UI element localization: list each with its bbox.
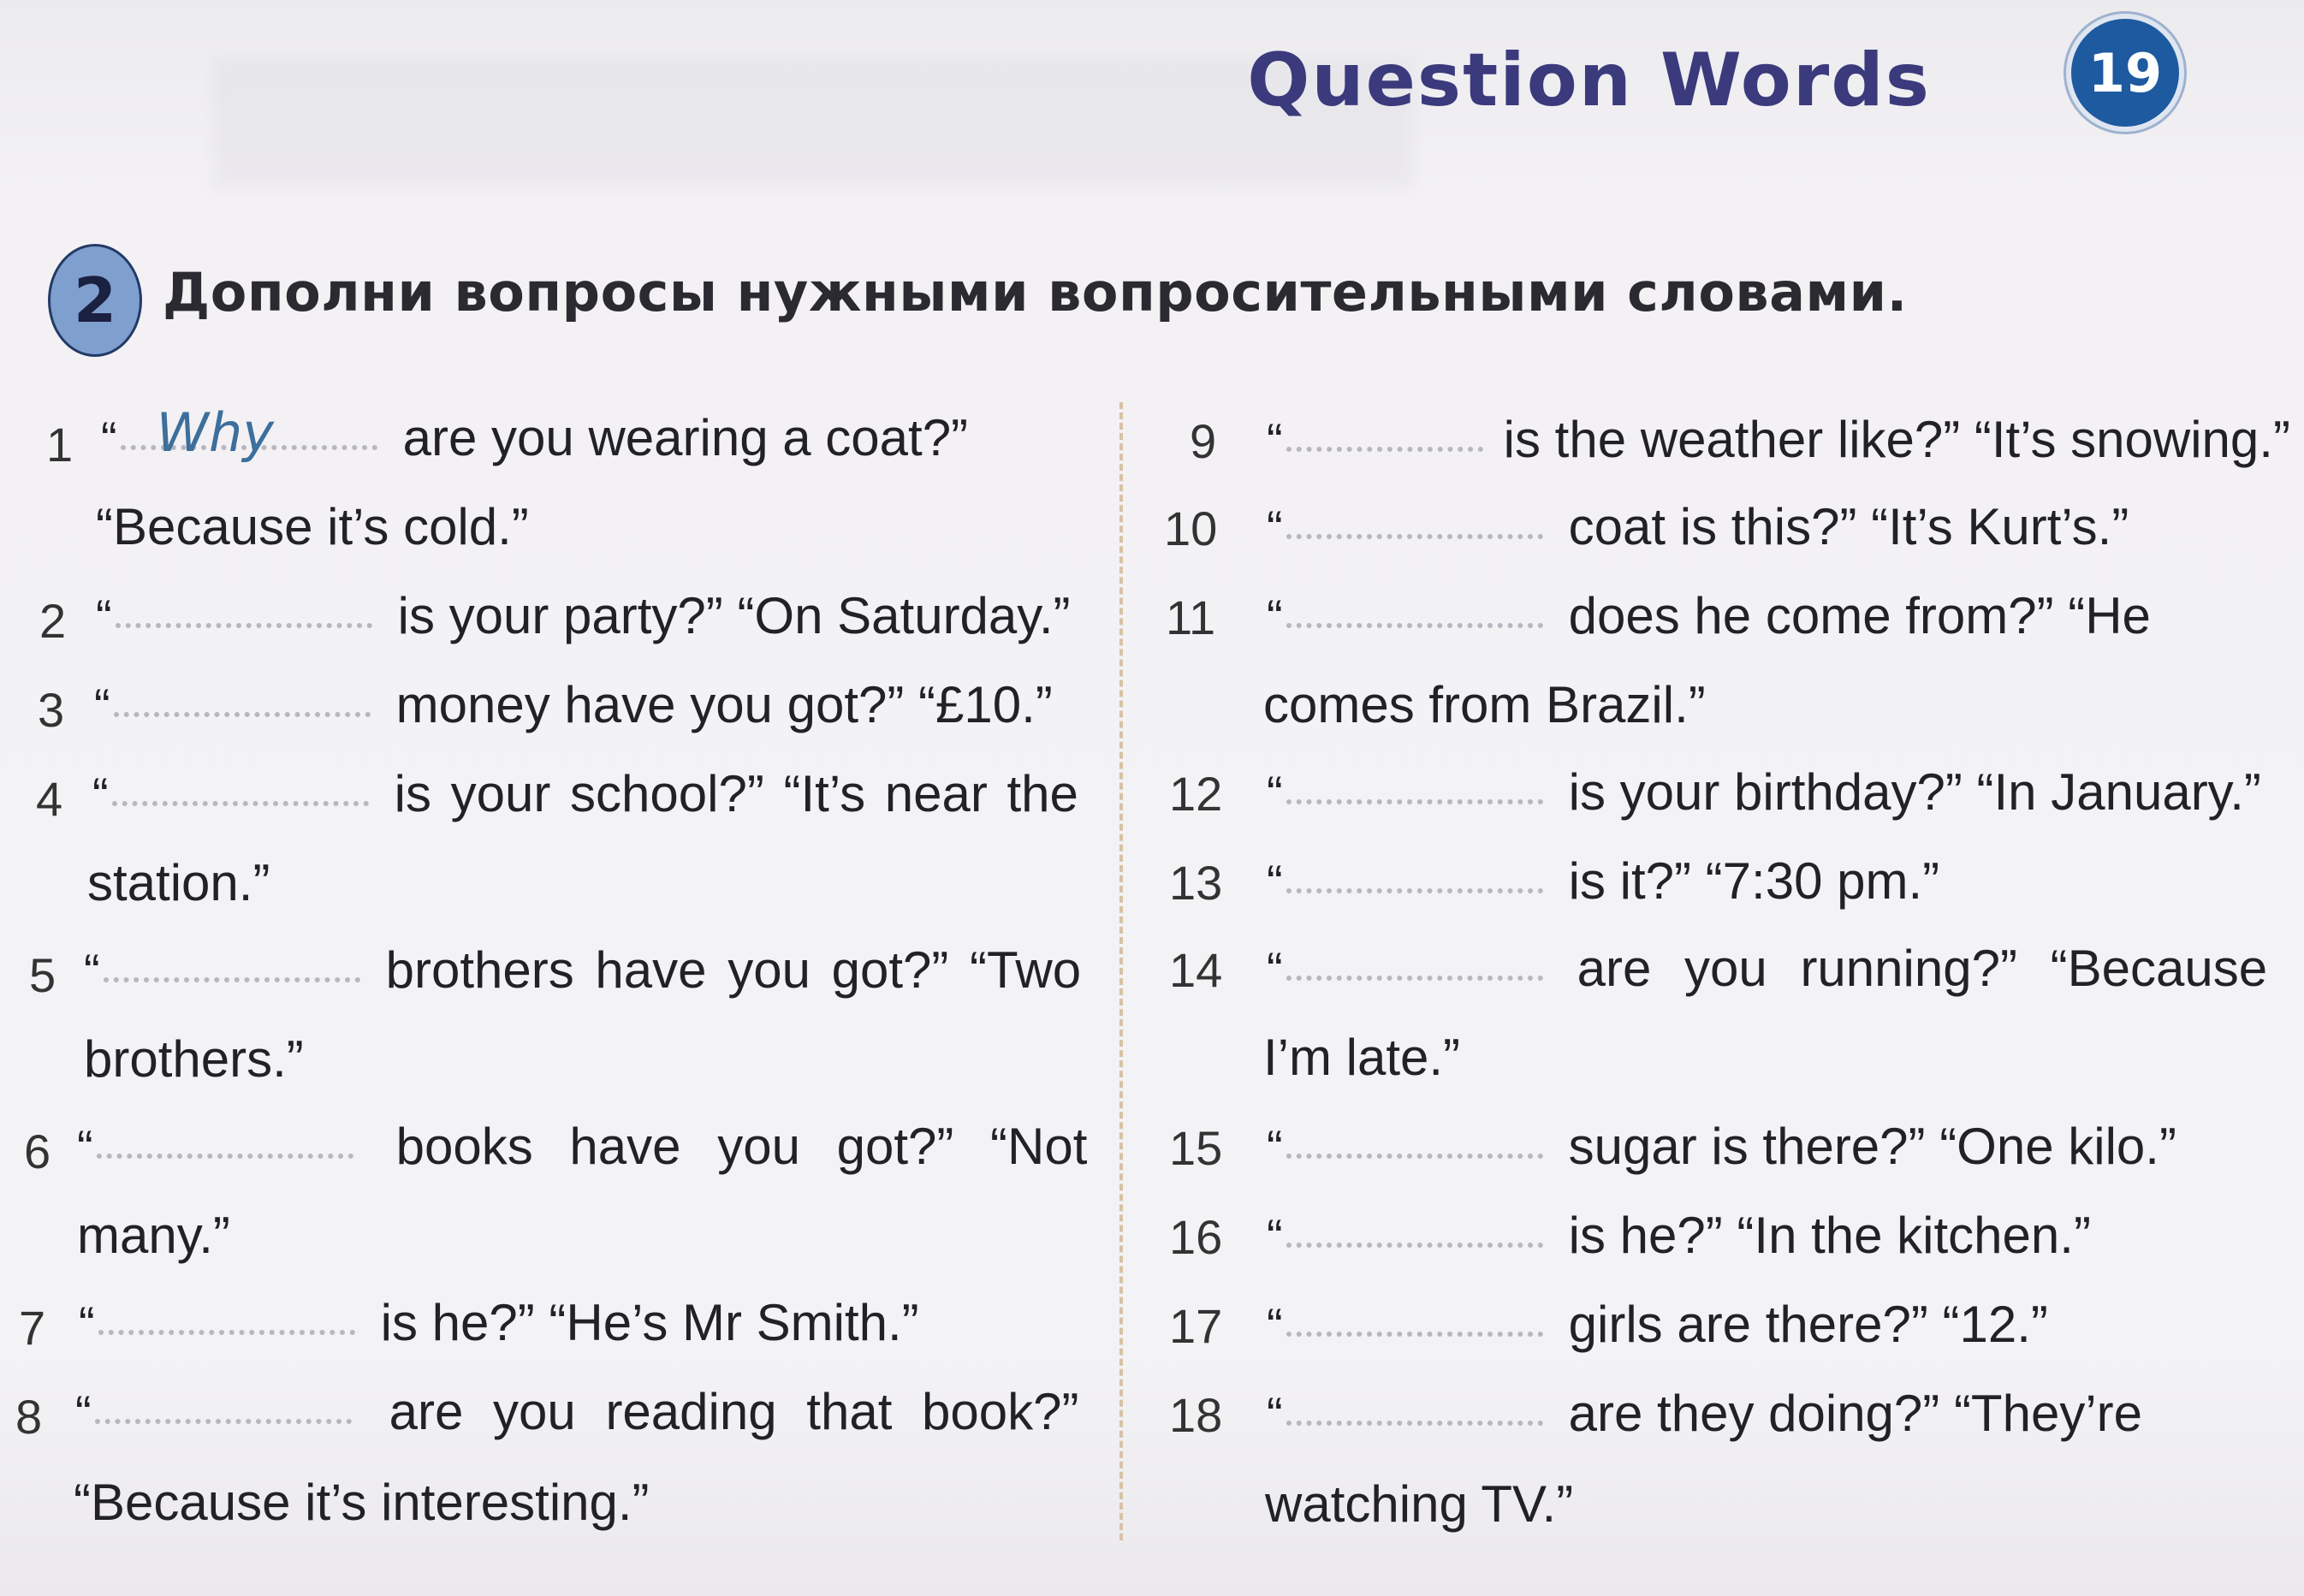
answer-blank[interactable] xyxy=(1286,1421,1543,1426)
answer-blank[interactable] xyxy=(114,712,371,717)
exercise-item-16: 16 “ is he?” “In the kitchen.” xyxy=(1169,1207,2091,1264)
answer-blank[interactable] xyxy=(121,401,377,464)
answer-blank[interactable] xyxy=(1286,1154,1543,1159)
exercise-line: “ Why are you wearing a coat?” xyxy=(101,394,968,484)
exercise-item-2: 2 “ is your party?” “On Saturday.” xyxy=(39,587,1071,648)
page-number-badge: 19 xyxy=(2066,14,2184,132)
exercise-item-4: 4 “ is your school?” “It’s near the station.” xyxy=(36,765,1078,911)
exercise-item-13: 13 “ is it?” “7:30 pm.” xyxy=(1169,852,1940,910)
answer-blank[interactable] xyxy=(112,801,369,806)
answer-blank[interactable] xyxy=(98,1330,355,1335)
exercise-item-14: 14 “ are you running?” “Because I’m late.” xyxy=(1169,940,2268,1086)
exercise-item-5: 5 “ brothers have you got?” “Two brothers.” xyxy=(29,941,1082,1088)
task-instruction: Дополни вопросы нужными вопросительными словами. xyxy=(163,261,1908,323)
exercise-item-12: 12 “ is your birthday?” “In January.” xyxy=(1169,763,2261,821)
exercise-line-continued: “Because it’s cold.” xyxy=(96,498,529,555)
answer-blank[interactable] xyxy=(1286,447,1483,452)
answer-blank[interactable] xyxy=(1286,623,1543,628)
exercise-item-8: 8 “ are you reading that book?” “Because it’s interesting.” xyxy=(15,1383,1079,1531)
column-divider xyxy=(1119,402,1123,1540)
exercise-item-17: 17 “ girls are there?” “12.” xyxy=(1169,1296,2048,1353)
exercise-item-9: 9 “ is the weather like?” “It’s snowing.” xyxy=(1190,411,2290,468)
exercise-number: 1 xyxy=(46,418,74,472)
exercise-item-10: 10 “ coat is this?” “It’s Kurt’s.” xyxy=(1164,498,2129,555)
answer-blank[interactable] xyxy=(95,1419,352,1424)
answer-blank[interactable] xyxy=(1286,888,1543,893)
exercise-item-3: 3 “ money have you got?” “£10.” xyxy=(38,676,1053,737)
answer-blank[interactable] xyxy=(1286,799,1543,804)
exercise-item-7: 7 “ is he?” “He’s Mr Smith.” xyxy=(19,1294,919,1355)
answer-blank[interactable] xyxy=(97,1154,353,1159)
exercise-item-11: 11 “ does he come from?” “He comes from Brazil.” xyxy=(1166,587,2151,733)
answer-blank[interactable] xyxy=(104,977,360,982)
exercise-item-6: 6 “ books have you got?” “Not many.” xyxy=(24,1118,1088,1264)
show-through-band xyxy=(214,60,1412,188)
handwritten-answer: Why xyxy=(156,401,274,464)
answer-blank[interactable] xyxy=(116,623,372,628)
exercise-item-1 xyxy=(34,394,1087,573)
answer-blank[interactable] xyxy=(1286,1243,1543,1248)
answer-blank[interactable] xyxy=(1286,1332,1543,1337)
page-title: Question Words xyxy=(1247,38,1931,123)
task-number-badge: 2 xyxy=(48,244,142,357)
answer-blank[interactable] xyxy=(1286,534,1543,539)
exercise-item-15: 15 “ sugar is there?” “One kilo.” xyxy=(1169,1118,2176,1175)
exercise-item-18: 18 “ are they doing?” “They’re watching TV.” xyxy=(1169,1385,2142,1533)
answer-blank[interactable] xyxy=(1286,976,1543,981)
